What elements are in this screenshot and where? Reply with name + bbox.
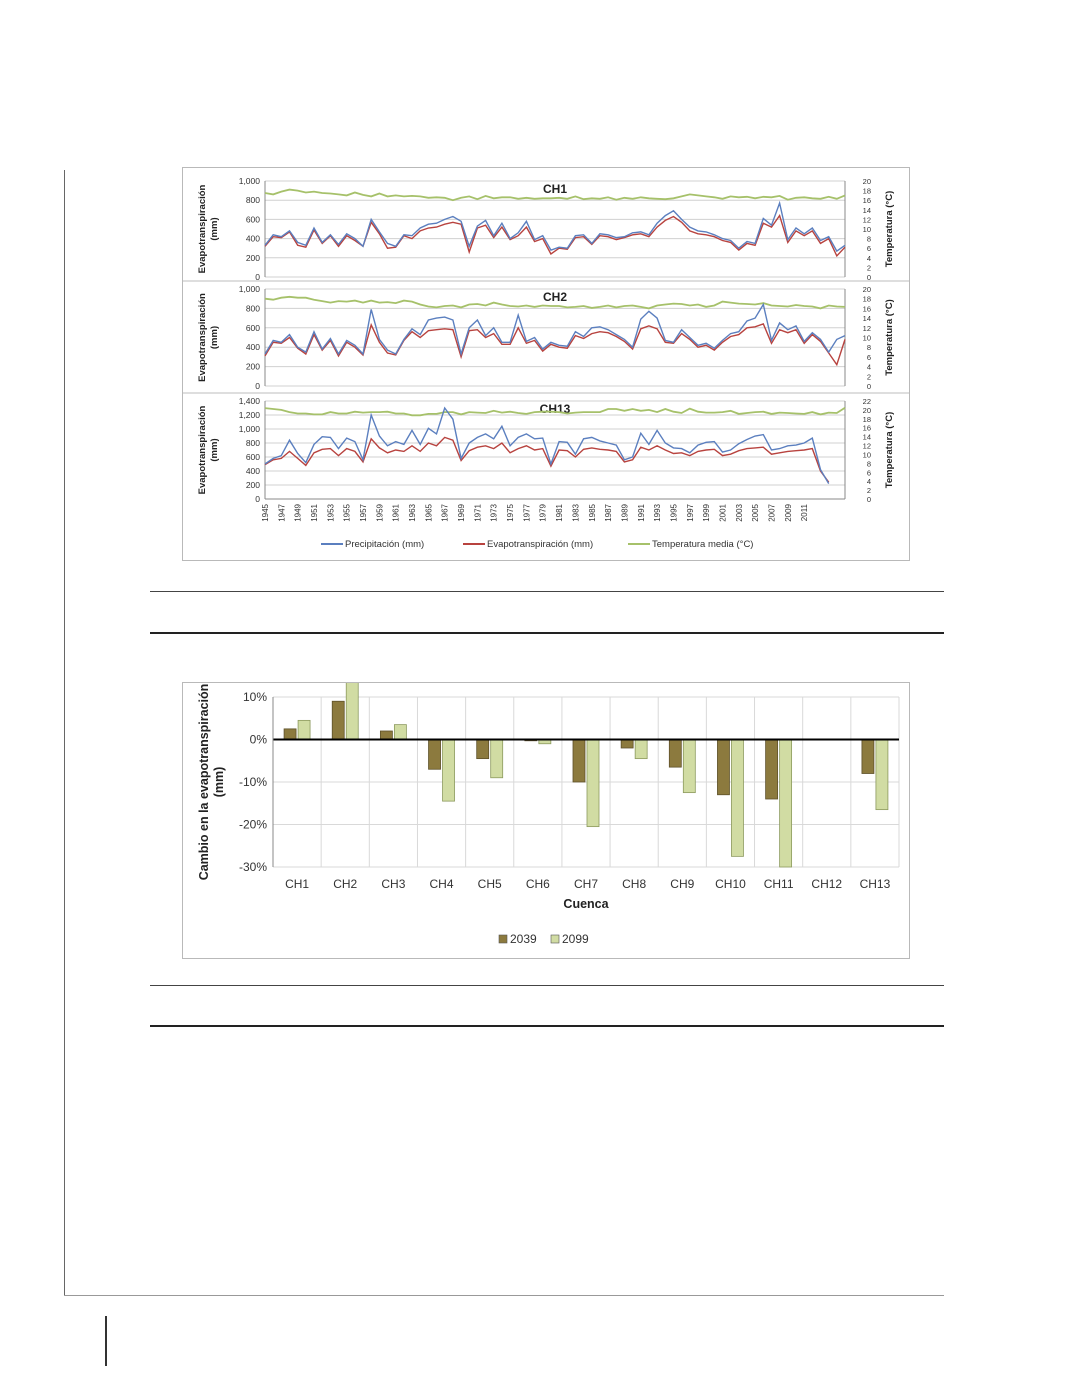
y2-axis-label: Temperatura (°C) <box>884 190 895 268</box>
x-tick-label: CH10 <box>715 877 746 891</box>
legend-label: Evapotranspiración (mm) <box>487 539 594 550</box>
y-tick-label: 600 <box>245 214 260 225</box>
y-tick-label: 200 <box>245 361 260 372</box>
panel-title: CH2 <box>542 290 568 304</box>
y2-tick-label: 12 <box>862 215 871 225</box>
y2-tick-label: 12 <box>862 323 871 333</box>
x-tick-label: CH6 <box>525 877 550 891</box>
y-tick-label: 600 <box>245 452 260 462</box>
x-tick-label: 1985 <box>587 504 597 522</box>
x-tick-label: 1971 <box>473 504 483 522</box>
bar-chart-svg <box>183 683 909 958</box>
x-tick-label: CH1 <box>285 877 310 891</box>
y-tick-label: 200 <box>245 252 260 263</box>
x-tick-label: 1975 <box>506 504 516 522</box>
x-tick-label: CH9 <box>670 877 695 891</box>
bar-2039-ch1 <box>284 729 296 740</box>
y-tick-label: 400 <box>245 342 260 353</box>
x-tick-label: 1995 <box>669 504 679 522</box>
x-tick-label: CH5 <box>477 877 502 891</box>
y-tick-label: 600 <box>245 322 260 333</box>
x-tick-label: 2007 <box>767 504 777 522</box>
precipitation-line <box>265 408 829 484</box>
bar-chart-figure <box>182 682 910 959</box>
x-tick-label: 1951 <box>310 504 320 522</box>
y-tick-label: 400 <box>245 466 260 476</box>
page-bottom-rule <box>64 1295 944 1296</box>
x-tick-label: 1979 <box>538 504 548 522</box>
y-tick-label: 800 <box>245 195 260 206</box>
legend-label: Temperatura media (°C) <box>652 539 754 550</box>
y2-tick-label: 8 <box>866 343 871 353</box>
x-tick-label: 1961 <box>391 504 401 522</box>
y2-tick-label: 14 <box>862 205 871 215</box>
bar-2099-ch9 <box>683 740 695 793</box>
x-tick-label: CH13 <box>859 877 891 891</box>
caption-rule-bottom-2 <box>150 1025 944 1027</box>
panel-ch1 <box>197 176 895 282</box>
y2-tick-label: 22 <box>862 397 871 406</box>
bar-2039-ch5 <box>477 740 489 759</box>
y-tick-label: -20% <box>238 817 267 832</box>
bar-2039-ch7 <box>573 740 585 783</box>
line-chart-svg <box>183 168 909 560</box>
bar-2039-ch9 <box>669 740 681 768</box>
y-axis-label: (mm) <box>209 325 220 350</box>
x-tick-label: 1987 <box>604 504 614 522</box>
y-axis-label: Evapotranspiración <box>197 293 208 382</box>
y2-tick-label: 4 <box>866 477 871 487</box>
bar-2099-ch2 <box>346 683 358 740</box>
x-tick-label: 2001 <box>718 504 728 522</box>
y2-tick-label: 6 <box>866 244 871 254</box>
legend-label: 2099 <box>562 932 589 946</box>
bar-2039-ch10 <box>717 740 729 795</box>
x-axis-label: Cuenca <box>563 897 609 911</box>
y-tick-label: 0% <box>249 732 267 747</box>
x-tick-label: 1953 <box>326 504 336 522</box>
bar-2039-ch11 <box>766 740 778 800</box>
y-tick-label: 800 <box>245 438 260 448</box>
y2-tick-label: 10 <box>862 450 871 460</box>
panel-title: CH1 <box>542 182 568 196</box>
evapotranspiration-line <box>265 437 829 482</box>
y2-tick-label: 4 <box>866 253 871 263</box>
y-tick-label: 1,000 <box>238 176 260 186</box>
bar-2039-ch3 <box>380 731 392 740</box>
x-tick-label: 1973 <box>489 504 499 522</box>
y2-tick-label: 10 <box>862 225 871 234</box>
bar-2039-ch8 <box>621 740 633 749</box>
y2-tick-label: 2 <box>866 263 871 273</box>
y-tick-label: -30% <box>238 860 267 874</box>
y-tick-label: 800 <box>245 303 260 314</box>
x-tick-label: 1999 <box>702 504 712 522</box>
legend-label: Precipitación (mm) <box>345 539 425 550</box>
y2-tick-label: 10 <box>862 333 871 343</box>
bar-2099-ch11 <box>780 740 792 868</box>
x-tick-label: 1965 <box>424 504 434 522</box>
y2-tick-label: 6 <box>866 468 871 478</box>
x-tick-label: CH8 <box>622 877 647 891</box>
line-chart-figure <box>182 167 910 561</box>
x-tick-label: 1967 <box>440 504 450 522</box>
legend <box>499 932 589 946</box>
x-tick-label: 2011 <box>800 504 810 522</box>
bar-2099-ch4 <box>443 740 455 802</box>
y2-tick-label: 16 <box>862 423 871 433</box>
y-tick-label: 200 <box>245 480 260 490</box>
y-tick-label: 400 <box>245 233 260 244</box>
y2-tick-label: 4 <box>866 362 871 372</box>
y-tick-label: 0 <box>255 381 260 391</box>
x-tick-label: CH7 <box>573 877 599 891</box>
y2-tick-label: 12 <box>862 441 871 451</box>
precipitation-line <box>265 203 845 251</box>
x-tick-label: 2009 <box>783 504 793 522</box>
y-tick-label: 1,000 <box>238 424 260 434</box>
y-tick-label: 1,000 <box>238 284 260 294</box>
y-axis-label: (mm) <box>209 438 220 462</box>
x-tick-label: CH12 <box>811 877 843 891</box>
y2-tick-label: 14 <box>862 314 871 324</box>
x-tick-label: 1957 <box>359 504 369 522</box>
bar-2099-ch5 <box>491 740 503 778</box>
x-tick-label: 1991 <box>636 504 646 522</box>
x-tick-label: CH3 <box>381 877 406 891</box>
x-tick-label: 1945 <box>261 504 270 522</box>
caption-rule-top-1 <box>150 591 944 592</box>
y2-tick-label: 6 <box>866 352 871 362</box>
x-tick-label: 1989 <box>620 504 630 522</box>
x-tick-label: 1983 <box>571 504 581 522</box>
x-tick-label: 1955 <box>342 504 352 522</box>
y2-axis-label: Temperatura (°C) <box>884 411 895 489</box>
y2-tick-label: 16 <box>862 196 871 206</box>
x-tick-label: 1949 <box>293 504 303 522</box>
x-tick-label: CH4 <box>429 877 454 891</box>
bar-2039-ch4 <box>429 740 441 770</box>
bar-2039-ch2 <box>332 701 344 739</box>
x-tick-label: 1947 <box>277 504 287 522</box>
bar-2099-ch1 <box>298 720 310 739</box>
legend-swatch <box>551 935 559 943</box>
y2-tick-label: 20 <box>862 285 871 294</box>
page-left-rule <box>64 170 65 1295</box>
y-tick-label: 0 <box>255 494 260 504</box>
bar-2099-ch3 <box>394 725 406 740</box>
y2-axis-label: Temperatura (°C) <box>884 299 895 376</box>
x-tick-label: 2003 <box>734 504 744 522</box>
y-axis-label: (mm) <box>212 766 226 798</box>
caption-rule-bottom-1 <box>150 632 944 634</box>
bar-2099-ch10 <box>731 740 743 857</box>
y2-tick-label: 2 <box>866 372 871 382</box>
x-tick-label: 1959 <box>375 504 385 522</box>
x-tick-label: 2005 <box>751 504 761 522</box>
y2-tick-label: 18 <box>862 294 871 304</box>
y2-tick-label: 14 <box>862 432 871 442</box>
y2-tick-label: 0 <box>866 382 871 391</box>
y-axis-label: Cambio en la evapotranspiración <box>197 683 211 881</box>
bar-2099-ch8 <box>635 740 647 759</box>
y2-tick-label: 20 <box>862 177 871 186</box>
caption-rule-top-2 <box>150 985 944 986</box>
y-tick-label: 1,200 <box>238 410 260 420</box>
y-tick-label: 1,400 <box>238 396 260 406</box>
x-tick-label: CH2 <box>333 877 358 891</box>
legend-swatch <box>499 935 507 943</box>
legend-label: 2039 <box>510 932 537 946</box>
bar-2099-ch13 <box>876 740 888 810</box>
y-tick-label: 10% <box>242 690 267 704</box>
y2-tick-label: 0 <box>866 495 871 504</box>
y2-tick-label: 8 <box>866 459 871 469</box>
x-tick-label: 1963 <box>408 504 418 522</box>
panel-ch2 <box>183 281 909 391</box>
x-tick-label: 1969 <box>457 504 467 522</box>
y2-tick-label: 18 <box>862 414 871 424</box>
y-tick-label: 0 <box>255 272 260 282</box>
y-axis-label: Evapotranspiración <box>197 184 208 274</box>
x-tick-label: CH11 <box>763 877 794 891</box>
panel-ch13 <box>183 393 909 504</box>
legend <box>321 539 753 550</box>
y-axis-label: Evapotranspiración <box>197 405 208 495</box>
y-tick-label: -10% <box>238 775 267 789</box>
y2-tick-label: 0 <box>866 273 871 282</box>
x-tick-label: 1997 <box>685 504 695 522</box>
y-axis-label: (mm) <box>209 217 220 241</box>
panel-title: CH13 <box>539 402 571 416</box>
y2-tick-label: 20 <box>862 405 871 415</box>
precipitation-line <box>265 305 845 355</box>
y2-tick-label: 8 <box>866 234 871 244</box>
x-tick-label: 1977 <box>522 504 532 522</box>
x-tick-label: 1981 <box>555 504 565 522</box>
bar-2039-ch13 <box>862 740 874 774</box>
y2-tick-label: 2 <box>866 486 871 496</box>
page-footer-rule <box>105 1316 107 1366</box>
bar-2099-ch7 <box>587 740 599 827</box>
y2-tick-label: 18 <box>862 186 871 196</box>
y2-tick-label: 16 <box>862 304 871 314</box>
x-tick-label: 1993 <box>653 504 663 522</box>
